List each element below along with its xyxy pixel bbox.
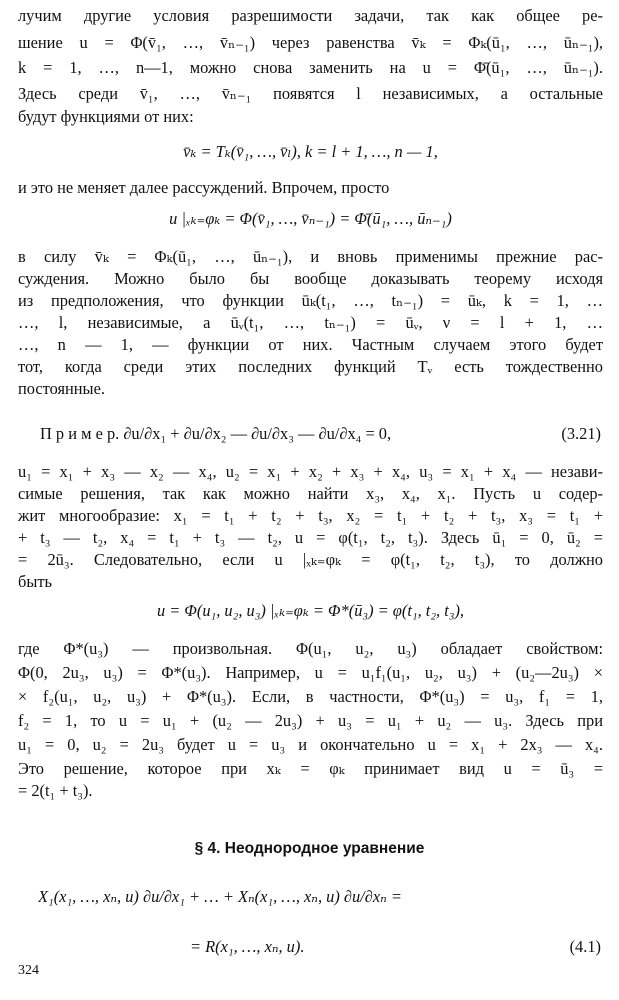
- text-line: = 2(t₁ + t₃).: [18, 781, 93, 800]
- text-line: + t₃ — t₂, x₄ = t₁ + t₃ — t₂, u = φ(t₁, t₂, t₃). Здесь ū₁ = 0, ū₂ =: [18, 528, 603, 547]
- section-heading: § 4. Неоднородное уравнение: [194, 840, 425, 857]
- text-line: суждения. Можно было бы вообще доказывать теорему исходя: [18, 269, 603, 288]
- formula: X₁(x₁, …, xₙ, u) ∂u/∂x₁ + … + Xₙ(x₁, …, xₙ, u) ∂u/∂xₙ =: [38, 887, 402, 906]
- formula: u = Φ(u₁, u₂, u₃) |ₓₖ₌φₖ = Φ*(ū₃) = φ(t₁, t₂, t₃),: [156, 601, 465, 620]
- formula: u |ₓₖ₌φₖ = Φ(v̄₁, …, v̄ₙ₋₁) = Φ̄(ū₁, …, ūₙ₋₁): [169, 209, 452, 228]
- formula: v̄ₖ = Tₖ(v̄₁, …, v̄ₗ), k = l + 1, …, n — 1,: [183, 142, 438, 161]
- text-line: Это решение, которое при xₖ = φₖ принимает вид u = ū₃ =: [18, 759, 603, 778]
- text-line: жит многообразие: x₁ = t₁ + t₂ + t₃, x₂ = t₁ + t₂ + t₃, x₃ = t₁ +: [18, 506, 603, 525]
- text-line: из предположения, что функции ūₖ(t₁, …, tₙ₋₁) = ūₖ, k = 1, …: [18, 291, 603, 310]
- text-line: Здесь среди v̄₁, …, v̄ₙ₋₁ появятся l независимых, а остальные: [18, 84, 603, 103]
- text-line: …, l, независимые, а ūᵥ(t₁, …, tₙ₋₁) = ūᵥ, ν = l + 1, …: [18, 313, 603, 332]
- formula: = R(x₁, …, xₙ, u).: [190, 937, 305, 956]
- text-line: f₂ = 1, то u = u₁ + (u₂ — 2u₃) + u₃ = u₁ + u₂ — u₃. Здесь при: [18, 711, 603, 730]
- text-line: u₁ = 0, u₂ = 2u₃ будет u = u₃ и окончательно u = x₁ + 2x₃ — x₄.: [18, 735, 603, 754]
- text-line: быть: [18, 572, 52, 591]
- example-equation: П р и м е р. ∂u/∂x₁ + ∂u/∂x₂ — ∂u/∂x₃ — ∂u/∂x₄ = 0,: [40, 424, 392, 443]
- text-line: u₁ = x₁ + x₃ — x₂ — x₄, u₂ = x₁ + x₂ + x₃ + x₄, u₃ = x₁ + x₄ — незави-: [18, 462, 603, 481]
- text-line: постоянные.: [18, 379, 105, 398]
- text-line: тот, когда среди этих последних функций Tᵥ есть тождественно: [18, 357, 603, 376]
- text-line: и это не меняет далее рассуждений. Впрочем, просто: [18, 178, 390, 197]
- text-line: в силу v̄ₖ = Φₖ(ū₁, …, ūₙ₋₁), и вновь применимы прежние рас-: [18, 247, 603, 266]
- text-line: лучим другие условия разрешимости задачи, так как общее ре-: [18, 6, 603, 25]
- text-line: …, n — 1, — функции от них. Частным случаем этого будет: [18, 335, 603, 354]
- page-number: 324: [18, 963, 39, 978]
- text-line: симые решения, так как можно найти x₃, x₄, x₁. Пусть u содер-: [18, 484, 603, 503]
- equation-number: (3.21): [561, 424, 601, 443]
- text-line: будут функциями от них:: [18, 107, 194, 126]
- text-line: = 2ū₃. Следовательно, если u |ₓₖ₌φₖ = φ(t₁, t₂, t₃), то должно: [18, 550, 603, 569]
- text-line: × f₂(u₁, u₂, u₃) + Φ*(u₃). Если, в частности, Φ*(u₃) = u₃, f₁ = 1,: [18, 687, 603, 706]
- text-line: Φ(0, 2u₃, u₃) = Φ*(u₃). Например, u = u₁f₁(u₁, u₂, u₃) + (u₂—2u₃) ×: [18, 663, 603, 682]
- equation-number: (4.1): [569, 937, 601, 956]
- text-line: шение u = Φ(v̄₁, …, v̄ₙ₋₁) через равенства v̄ₖ = Φₖ(ū₁, …, ūₙ₋₁),: [18, 33, 603, 52]
- text-line: где Φ*(u₃) — произвольная. Φ(u₁, u₂, u₃) обладает свойством:: [18, 639, 603, 658]
- text-line: k = 1, …, n—1, можно снова заменить на u = Φ̄(ū₁, …, ūₙ₋₁).: [18, 58, 603, 77]
